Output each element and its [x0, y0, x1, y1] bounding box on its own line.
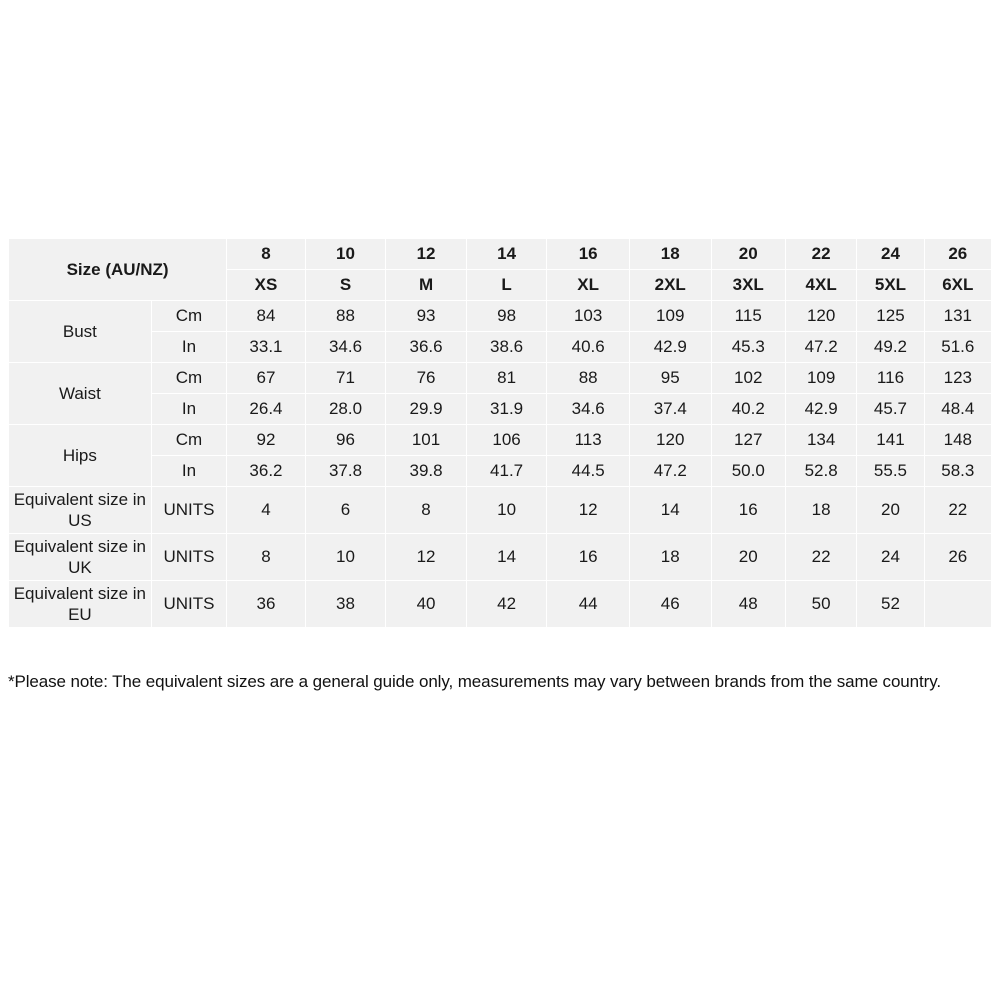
value-cell: 36.2: [227, 456, 306, 487]
row-label-equivalent-eu: Equivalent size in EU: [9, 581, 152, 628]
unit-label-cm: Cm: [151, 363, 226, 394]
value-cell: 38: [305, 581, 386, 628]
value-cell: 131: [924, 301, 991, 332]
value-cell: 16: [547, 534, 630, 581]
value-cell: 26: [924, 534, 991, 581]
value-cell: 47.2: [629, 456, 711, 487]
table-row-equivalent-uk: [9, 534, 992, 581]
value-cell: 12: [547, 487, 630, 534]
value-cell: 28.0: [305, 394, 386, 425]
table-row-aunz-numbers: [9, 239, 992, 270]
value-cell: 125: [857, 301, 924, 332]
value-cell: 98: [466, 301, 547, 332]
value-cell: 45.3: [711, 332, 785, 363]
value-cell: 134: [785, 425, 856, 456]
aunz-size-cell: 20: [711, 239, 785, 270]
value-cell: 109: [785, 363, 856, 394]
value-cell: 148: [924, 425, 991, 456]
value-cell: 34.6: [547, 394, 630, 425]
value-cell: 58.3: [924, 456, 991, 487]
value-cell: 120: [629, 425, 711, 456]
value-cell: 50.0: [711, 456, 785, 487]
aunz-size-cell: 24: [857, 239, 924, 270]
alpha-size-cell: 6XL: [924, 270, 991, 301]
value-cell: 36.6: [386, 332, 467, 363]
value-cell: 47.2: [785, 332, 856, 363]
value-cell: 46: [629, 581, 711, 628]
value-cell: 48.4: [924, 394, 991, 425]
value-cell: 41.7: [466, 456, 547, 487]
table-row-waist-cm: [9, 363, 992, 394]
unit-label-units: UNITS: [151, 581, 226, 628]
value-cell: 103: [547, 301, 630, 332]
value-cell: 51.6: [924, 332, 991, 363]
value-cell: 76: [386, 363, 467, 394]
unit-label-in: In: [151, 456, 226, 487]
value-cell: 120: [785, 301, 856, 332]
row-label-bust: Bust: [9, 301, 152, 363]
aunz-size-cell: 10: [305, 239, 386, 270]
value-cell: 14: [629, 487, 711, 534]
value-cell: 14: [466, 534, 547, 581]
value-cell: 127: [711, 425, 785, 456]
value-cell: 10: [305, 534, 386, 581]
value-cell: 8: [227, 534, 306, 581]
value-cell: 18: [785, 487, 856, 534]
table-row-hips-cm: [9, 425, 992, 456]
value-cell: 29.9: [386, 394, 467, 425]
alpha-size-cell: 5XL: [857, 270, 924, 301]
value-cell: 42: [466, 581, 547, 628]
value-cell: 42.9: [629, 332, 711, 363]
value-cell: 49.2: [857, 332, 924, 363]
size-aunz-label: Size (AU/NZ): [9, 239, 227, 301]
table-row-bust-in: [9, 332, 992, 363]
row-label-hips: Hips: [9, 425, 152, 487]
value-cell: 123: [924, 363, 991, 394]
value-cell: 40: [386, 581, 467, 628]
value-cell: 88: [547, 363, 630, 394]
alpha-size-cell: M: [386, 270, 467, 301]
alpha-size-cell: S: [305, 270, 386, 301]
row-label-equivalent-uk: Equivalent size in UK: [9, 534, 152, 581]
value-cell: 50: [785, 581, 856, 628]
unit-label-cm: Cm: [151, 425, 226, 456]
value-cell: 113: [547, 425, 630, 456]
value-cell: 37.4: [629, 394, 711, 425]
aunz-size-cell: 26: [924, 239, 991, 270]
value-cell: 52: [857, 581, 924, 628]
aunz-size-cell: 14: [466, 239, 547, 270]
value-cell: 44.5: [547, 456, 630, 487]
value-cell: 102: [711, 363, 785, 394]
aunz-size-cell: 16: [547, 239, 630, 270]
unit-label-cm: Cm: [151, 301, 226, 332]
value-cell: 26.4: [227, 394, 306, 425]
alpha-size-cell: 3XL: [711, 270, 785, 301]
aunz-size-cell: 12: [386, 239, 467, 270]
value-cell: 10: [466, 487, 547, 534]
aunz-size-cell: 8: [227, 239, 306, 270]
value-cell: [924, 581, 991, 628]
value-cell: 36: [227, 581, 306, 628]
table-row-equivalent-us: [9, 487, 992, 534]
size-chart-note: *Please note: The equivalent sizes are a general guide only, measurements may vary between brands from the same country.: [8, 672, 941, 691]
value-cell: 93: [386, 301, 467, 332]
value-cell: 38.6: [466, 332, 547, 363]
value-cell: 22: [924, 487, 991, 534]
value-cell: 20: [857, 487, 924, 534]
value-cell: 40.6: [547, 332, 630, 363]
value-cell: 67: [227, 363, 306, 394]
value-cell: 92: [227, 425, 306, 456]
value-cell: 6: [305, 487, 386, 534]
row-label-equivalent-us: Equivalent size in US: [9, 487, 152, 534]
table-row-hips-in: [9, 456, 992, 487]
unit-label-units: UNITS: [151, 487, 226, 534]
value-cell: 48: [711, 581, 785, 628]
table-row-equivalent-eu: [9, 581, 992, 628]
value-cell: 37.8: [305, 456, 386, 487]
unit-label-units: UNITS: [151, 534, 226, 581]
value-cell: 16: [711, 487, 785, 534]
value-cell: 141: [857, 425, 924, 456]
value-cell: 55.5: [857, 456, 924, 487]
value-cell: 115: [711, 301, 785, 332]
value-cell: 8: [386, 487, 467, 534]
aunz-size-cell: 22: [785, 239, 856, 270]
alpha-size-cell: L: [466, 270, 547, 301]
value-cell: 44: [547, 581, 630, 628]
unit-label-in: In: [151, 394, 226, 425]
table-row-bust-cm: [9, 301, 992, 332]
table-row-waist-in: [9, 394, 992, 425]
aunz-size-cell: 18: [629, 239, 711, 270]
value-cell: 18: [629, 534, 711, 581]
value-cell: 20: [711, 534, 785, 581]
alpha-size-cell: XS: [227, 270, 306, 301]
value-cell: 4: [227, 487, 306, 534]
row-label-waist: Waist: [9, 363, 152, 425]
unit-label-in: In: [151, 332, 226, 363]
value-cell: 84: [227, 301, 306, 332]
alpha-size-cell: XL: [547, 270, 630, 301]
value-cell: 45.7: [857, 394, 924, 425]
value-cell: 52.8: [785, 456, 856, 487]
value-cell: 81: [466, 363, 547, 394]
value-cell: 31.9: [466, 394, 547, 425]
size-chart-container: [8, 238, 992, 628]
value-cell: 42.9: [785, 394, 856, 425]
value-cell: 109: [629, 301, 711, 332]
value-cell: 71: [305, 363, 386, 394]
value-cell: 116: [857, 363, 924, 394]
value-cell: 39.8: [386, 456, 467, 487]
value-cell: 12: [386, 534, 467, 581]
value-cell: 101: [386, 425, 467, 456]
value-cell: 95: [629, 363, 711, 394]
size-chart-table: [8, 238, 992, 628]
value-cell: 34.6: [305, 332, 386, 363]
alpha-size-cell: 2XL: [629, 270, 711, 301]
value-cell: 33.1: [227, 332, 306, 363]
value-cell: 96: [305, 425, 386, 456]
alpha-size-cell: 4XL: [785, 270, 856, 301]
value-cell: 106: [466, 425, 547, 456]
value-cell: 22: [785, 534, 856, 581]
value-cell: 24: [857, 534, 924, 581]
value-cell: 40.2: [711, 394, 785, 425]
value-cell: 88: [305, 301, 386, 332]
